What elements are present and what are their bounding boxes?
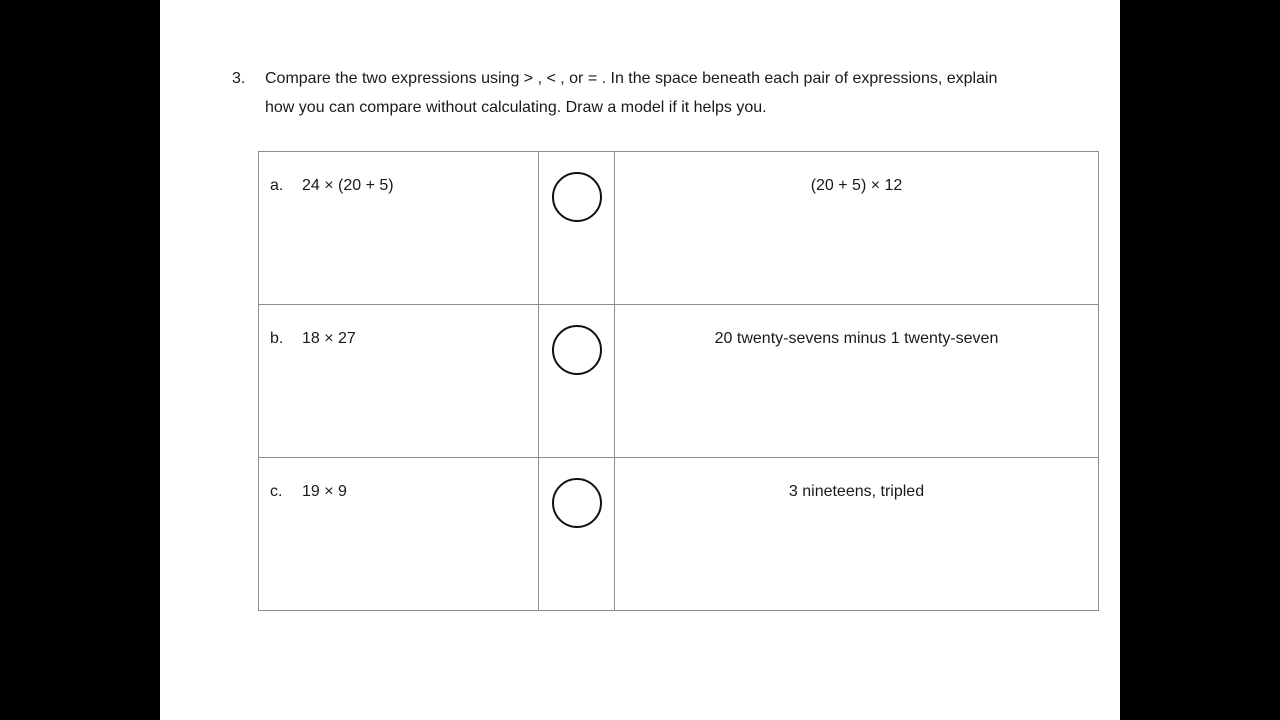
left-expression-cell[interactable]: [259, 458, 539, 611]
right-expression: (20 + 5) × 12: [810, 177, 903, 194]
item-letter: c.: [270, 483, 283, 500]
right-expression: 20 twenty-sevens minus 1 twenty-seven: [714, 330, 999, 347]
table-row-c: [259, 458, 1099, 611]
question-instructions-line-2: how you can compare without calculating. Draw a model if it helps you.: [265, 99, 767, 116]
worksheet-page: [160, 0, 1120, 720]
left-expression: 19 × 9: [302, 483, 347, 500]
comparison-cell[interactable]: [539, 305, 615, 458]
table-row-b: [259, 305, 1099, 458]
left-expression: 24 × (20 + 5): [302, 177, 394, 194]
table-row-a: [259, 152, 1099, 305]
left-expression-cell[interactable]: [259, 305, 539, 458]
question-instructions-line-1: Compare the two expressions using > , < , or = . In the space beneath each pair of expressions, explain: [265, 70, 998, 87]
question-number: 3.: [232, 70, 246, 87]
item-letter: b.: [270, 330, 284, 347]
comparison-circle[interactable]: [552, 478, 602, 528]
right-expression-cell[interactable]: [615, 305, 1099, 458]
right-expression-cell[interactable]: [615, 458, 1099, 611]
comparison-circle[interactable]: [552, 325, 602, 375]
right-expression-cell[interactable]: [615, 152, 1099, 305]
right-expression: 3 nineteens, tripled: [788, 483, 925, 500]
item-letter: a.: [270, 177, 284, 194]
left-expression-cell[interactable]: [259, 152, 539, 305]
comparison-table: [258, 151, 1099, 611]
left-expression: 18 × 27: [302, 330, 356, 347]
comparison-cell[interactable]: [539, 458, 615, 611]
comparison-circle[interactable]: [552, 172, 602, 222]
comparison-cell[interactable]: [539, 152, 615, 305]
